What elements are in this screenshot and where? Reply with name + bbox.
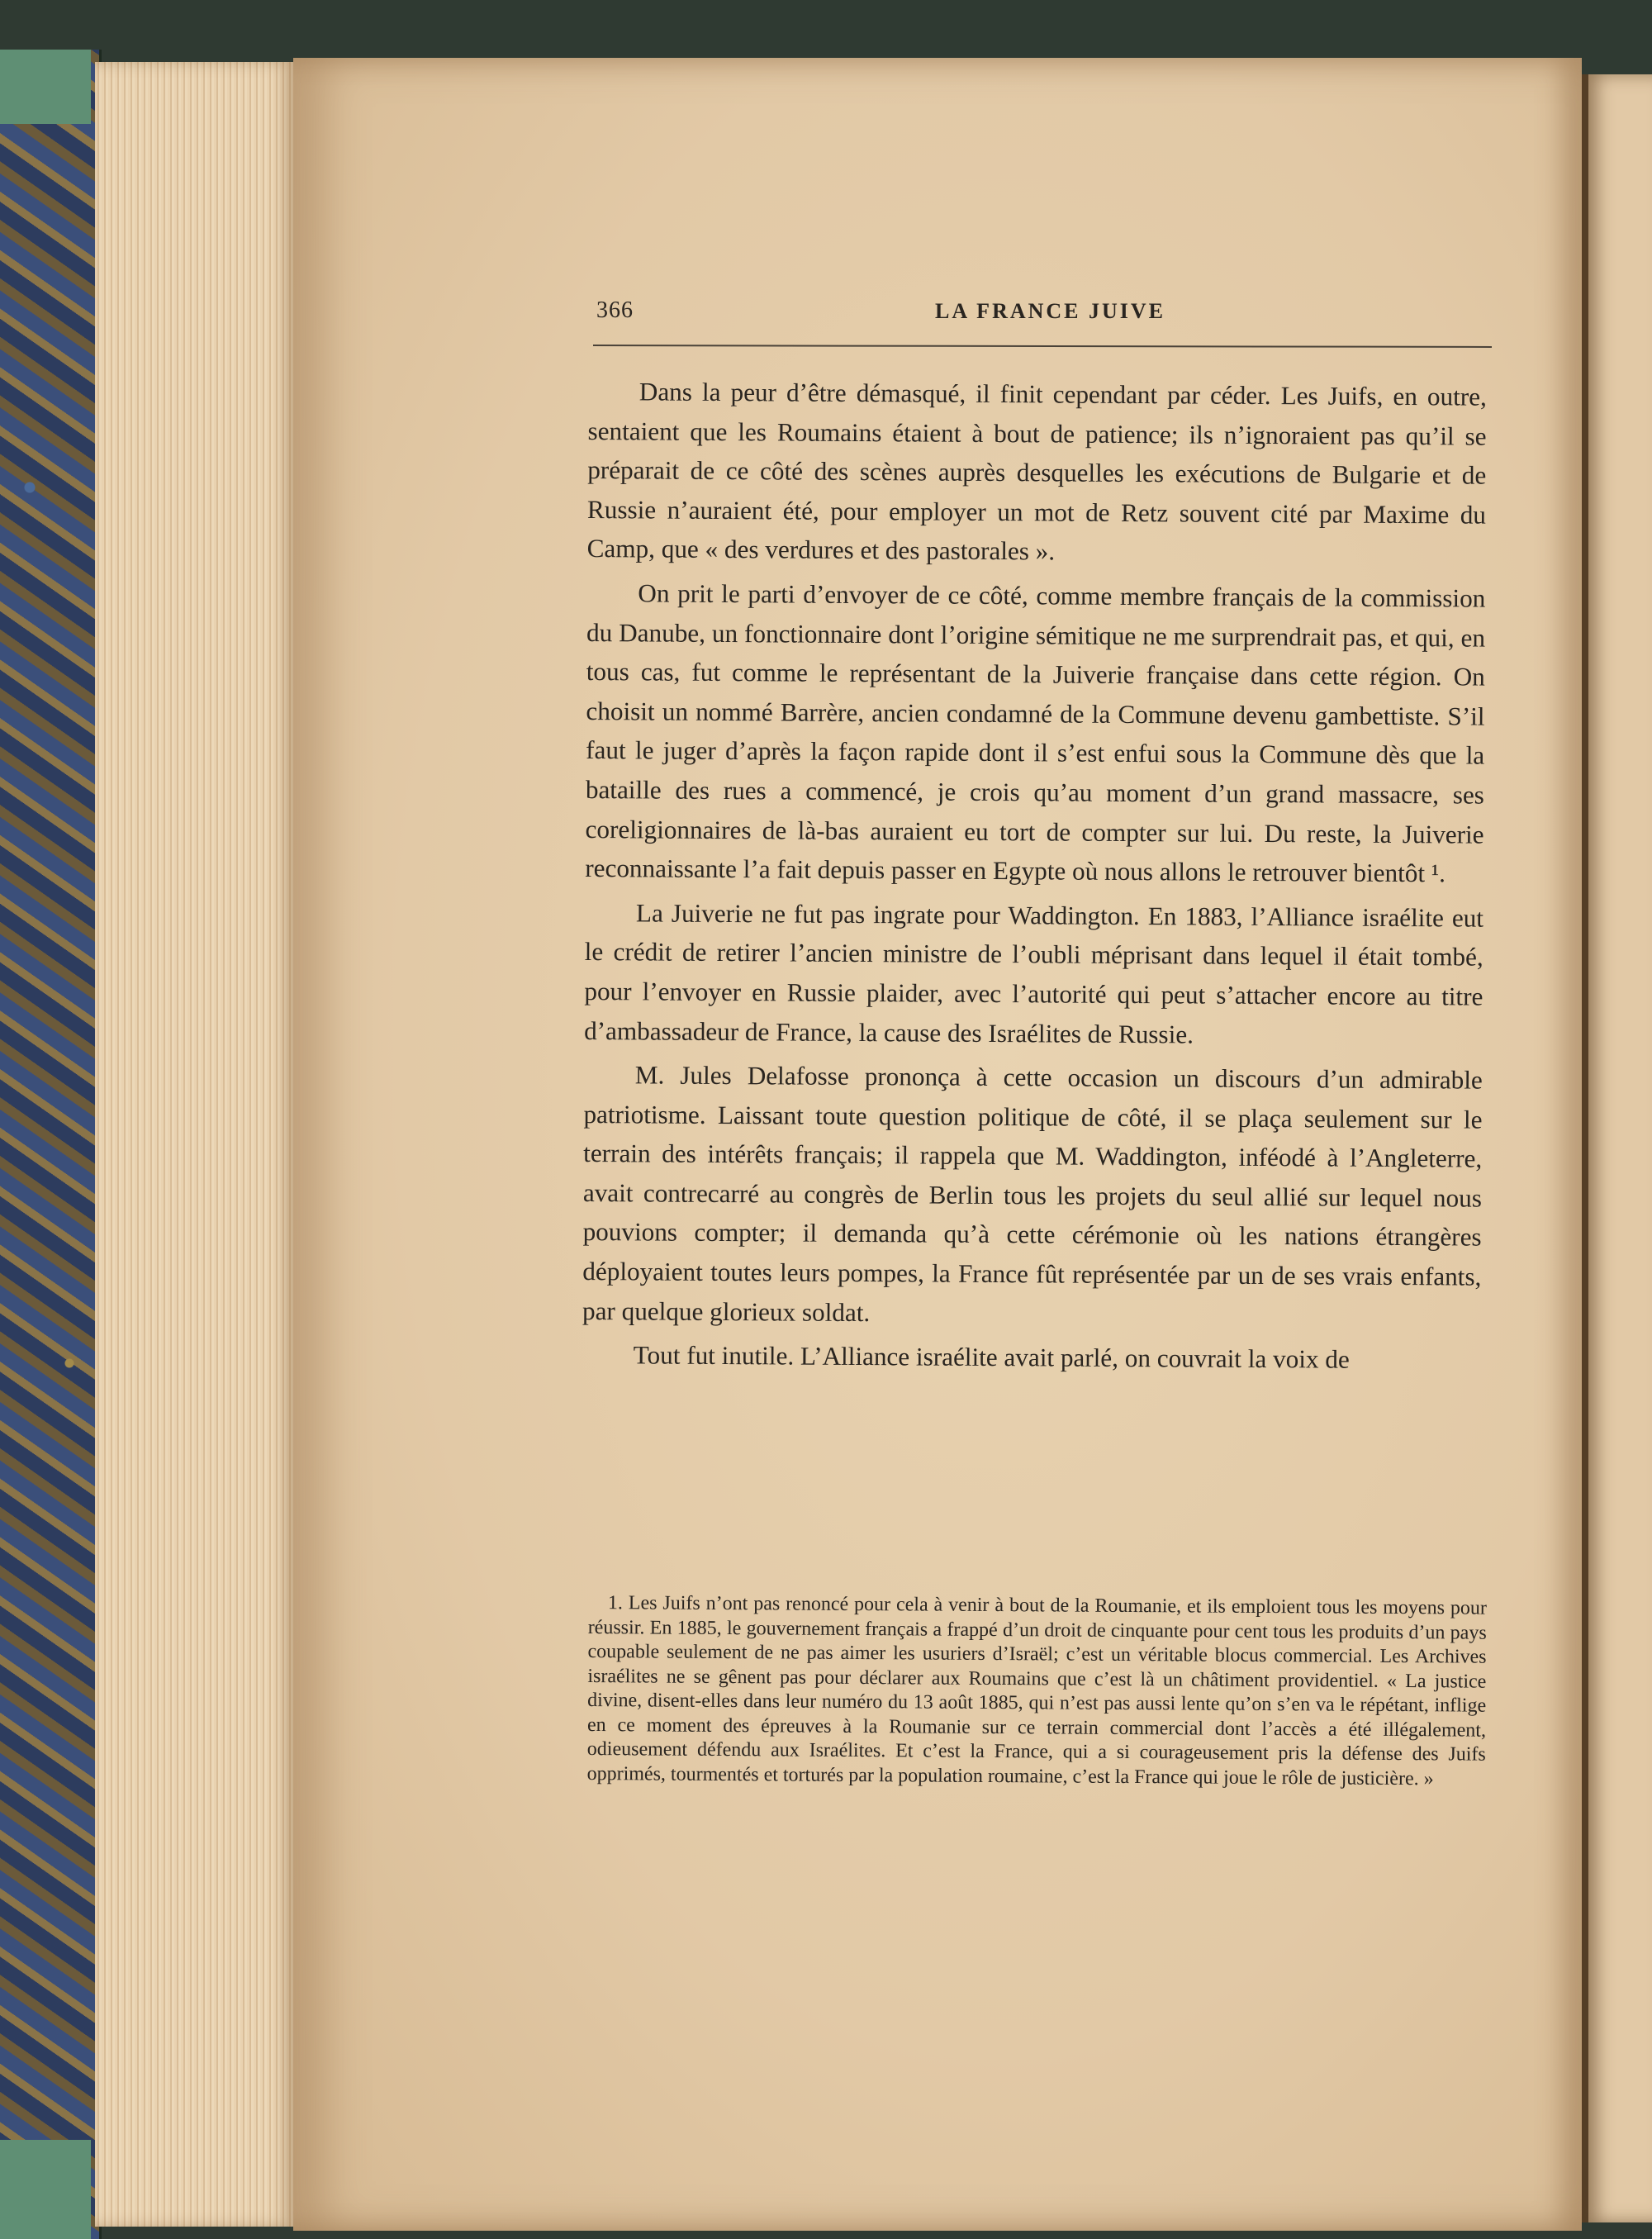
facing-page-edge	[1582, 74, 1652, 2222]
page-number: 366	[596, 297, 634, 323]
paragraph: M. Jules Delafosse prononça à cette occasion un discours d’un admirable patriotisme. Laissant toute question politique de côté, il se plaça seulement sur le terrain des intérêts français; il rappela que M. Waddington, inféodé à l’Angleterre, avait contrecarré au congrès de Berlin tous les projets du seul allié sur lequel nous pouvions compter; il demanda qu’à cette cérémonie où les nations étrangères déployaient toutes leurs pompes, la France fût représentée par un de ses vrais enfants, par quelque glorieux soldat.	[582, 1060, 1483, 1327]
running-title: LA FRANCE JUIVE	[935, 299, 1166, 323]
paragraph: Tout fut inutile. L’Alliance israélite avait parlé, on couvrait la voix de	[633, 1340, 1350, 1374]
book-cover-binding	[0, 50, 102, 2239]
cover-corner-top	[0, 50, 91, 124]
paragraph: On prit le parti d’envoyer de ce côté, comme membre français de la commission du Danube, un fonctionnaire dont l’origine sémitique ne me surprendrait pas, et qui, en tous cas, fut comme le représentant de la Juiverie française dans cette région. On choisit un nommé Barrère, ancien condamné de la Commune devenu gambettiste. S’il faut le juger d’après la façon rapide dont il s’est enfui sous la Commune dès que la bataille des rues a commencé, je crois qu’au moment d’un grand massacre, ses coreligionnaires de là-bas auraient eu tort de compter sur lui. Du reste, la Juiverie reconnaissante l’a fait depuis passer en Egypte où nous allons le retrouver bientôt ¹.	[585, 578, 1486, 888]
paragraph: La Juiverie ne fut pas ingrate pour Waddington. En 1883, l’Alliance israélite eut le crédit de retirer l’ancien ministre de l’oubli méprisant dans lequel il était tombé, pour l’envoyer en Russie plaider, avec l’autorité qui peut s’attacher encore au titre d’ambassadeur de France, la cause des Israélites de Russie.	[584, 898, 1484, 1048]
page-edges	[95, 62, 293, 2227]
paragraph: Dans la peur d’être démasqué, il finit cependant par céder. Les Juifs, en outre, sentaient que les Roumains étaient à bout de patience; ils n’ignoraient pas qu’il se préparait de ce côté des scènes auprès desquelles les exécutions de Bulgarie et de Russie n’auraient été, pour employer un mot de Retz souvent cité par Maxime du Camp, que « des verdures et des pastorales ».	[586, 377, 1487, 566]
cover-corner-bottom	[0, 2140, 91, 2239]
footnotes	[587, 1591, 1487, 1792]
footnote: 1. Les Juifs n’ont pas renoncé pour cela à venir à bout de la Roumanie, et ils emploient tous les moyens pour réussir. En 1885, le gouvernement français a frappé d’un droit de cinquante pour cent tous les produits d’un pays coupable seulement de ne pas aimer les usuriers d’Israël; c’est un véritable blocus commercial. Les Archives israélites ne se gênent pas pour déclarer aux Roumains que c’est là un châtiment providentiel. « La justice divine, disent-elles dans leur numéro du 13 août 1885, qui n’est pas aussi lente qu’on s’en va le répétant, inflige en ce moment des épreuves à la Roumanie sur ce terrain commercial dont l’accès a été illégalement, odieusement défendu aux Israélites. Et c’est la France, qui a si courageusement pris la défense des Juifs opprimés, tourmentés et torturés par la population roumaine, c’est la France qui joue le rôle de justicière. »	[586, 1592, 1487, 1790]
body-text	[582, 372, 1487, 1385]
